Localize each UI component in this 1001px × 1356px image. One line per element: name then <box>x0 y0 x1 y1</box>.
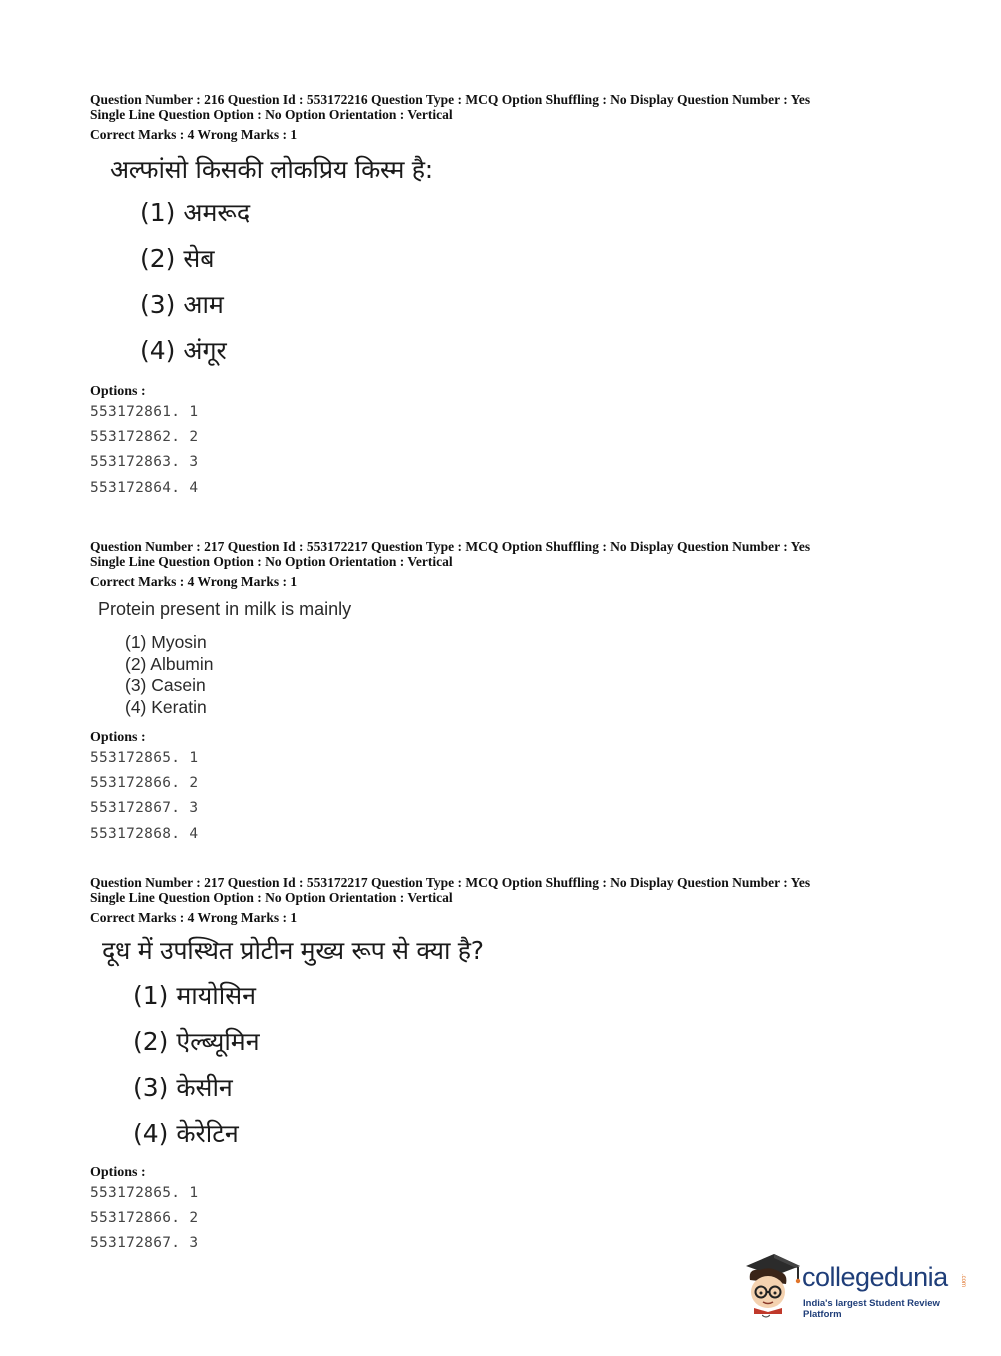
question-block-217-en <box>90 539 950 847</box>
choice-1: (1) अमरूद <box>140 198 251 227</box>
choice-3: (3) केसीन <box>133 1073 233 1102</box>
choice-4: (4) Keratin <box>125 696 207 717</box>
option-id: 553172863. 3 <box>90 454 199 471</box>
choice-list <box>90 973 950 1157</box>
question-meta-line2: Single Line Question Option : No Option Orientation : Vertical <box>90 554 453 569</box>
question-text: दूध में उपस्थित प्रोटीन मुख्य रूप से क्या है? <box>102 936 484 965</box>
question-meta-line2: Single Line Question Option : No Option Orientation : Vertical <box>90 890 453 905</box>
logo-tagline: India's largest Student Review Platform <box>803 1298 940 1320</box>
option-id: 553172865. 1 <box>90 1185 199 1201</box>
choice-list <box>90 190 950 374</box>
option-id-list <box>90 746 950 847</box>
choice-4: (4) अंगूर <box>140 336 227 365</box>
logo-wordmark: collegedunia <box>802 1262 948 1292</box>
choice-list <box>90 632 950 718</box>
option-id: 553172868. 4 <box>90 825 199 842</box>
question-block-217-hi <box>90 875 950 1257</box>
collegedunia-logo[interactable] <box>740 1250 970 1320</box>
option-id-list <box>90 400 950 501</box>
choice-3: (3) आम <box>140 290 224 319</box>
question-meta <box>90 875 950 925</box>
question-meta-line2: Single Line Question Option : No Option Orientation : Vertical <box>90 107 453 122</box>
question-marks: Correct Marks : 4 Wrong Marks : 1 <box>90 127 298 142</box>
question-text: Protein present in milk is mainly <box>98 599 352 619</box>
choice-4: (4) केरेटिन <box>133 1119 239 1148</box>
question-meta-line1: Question Number : 216 Question Id : 553172216 Question Type : MCQ Option Shuffling : No Display Question Number : Yes <box>90 92 811 107</box>
choice-1: (1) मायोसिन <box>133 981 257 1010</box>
option-id: 553172861. 1 <box>90 404 199 420</box>
option-id-list <box>90 1181 950 1257</box>
choice-2: (2) Albumin <box>125 653 214 674</box>
question-meta <box>90 539 950 589</box>
option-id: 553172867. 3 <box>90 1235 199 1252</box>
option-id: 553172866. 2 <box>90 1210 199 1227</box>
option-id: 553172867. 3 <box>90 800 199 817</box>
question-text: अल्फांसो किसकी लोकप्रिय किस्म है: <box>110 155 433 184</box>
options-label: Options : <box>90 1165 146 1180</box>
question-block-216 <box>90 92 950 501</box>
choice-2: (2) सेब <box>140 244 215 273</box>
choice-3: (3) Casein <box>125 675 206 695</box>
logo-domain-suffix: .com <box>960 1274 966 1288</box>
question-meta-line1: Question Number : 217 Question Id : 553172217 Question Type : MCQ Option Shuffling : No Display Question Number : Yes <box>90 539 811 554</box>
options-label: Options : <box>90 384 146 399</box>
option-id: 553172862. 2 <box>90 429 199 446</box>
choice-2: (2) ऐल्ब्यूमिन <box>133 1027 260 1056</box>
question-marks: Correct Marks : 4 Wrong Marks : 1 <box>90 574 298 589</box>
choice-1: (1) Myosin <box>125 632 207 652</box>
question-meta <box>90 92 950 142</box>
option-id: 553172866. 2 <box>90 775 199 792</box>
mascot-icon <box>740 1250 802 1314</box>
options-label: Options : <box>90 730 146 745</box>
option-id: 553172864. 4 <box>90 479 199 496</box>
question-marks: Correct Marks : 4 Wrong Marks : 1 <box>90 910 298 925</box>
option-id: 553172865. 1 <box>90 750 199 766</box>
question-meta-line1: Question Number : 217 Question Id : 553172217 Question Type : MCQ Option Shuffling : No Display Question Number : Yes <box>90 875 811 890</box>
logo-underline-mark <box>762 1314 770 1320</box>
